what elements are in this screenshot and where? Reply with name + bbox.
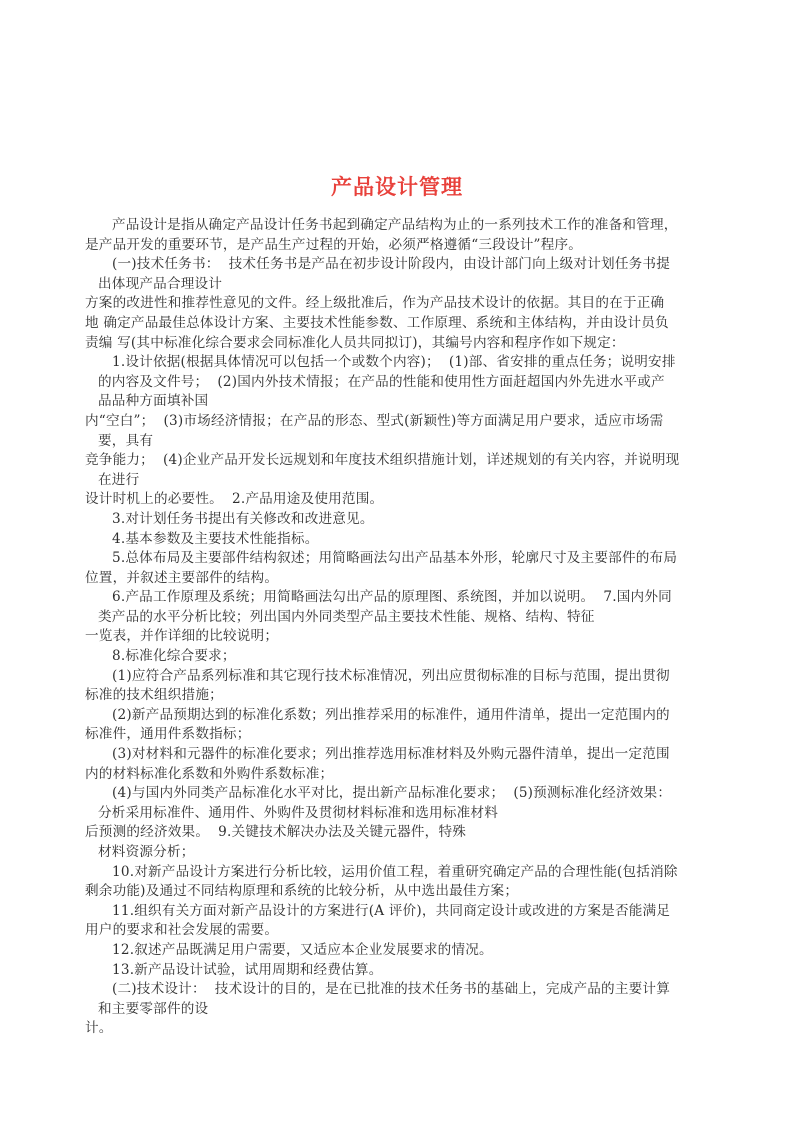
body-line: 品品种方面填补国 [98,393,209,410]
body-line: 11.组织有关方面对新产品设计的方案进行(A 评价)，共同商定设计或改进的方案是否能满足 [112,902,671,919]
body-line: 剩余功能)及通过不同结构原理和系统的比较分析，从中选出最佳方案； [85,883,519,900]
body-line: 3.对计划任务书提出有关修改和改进意见。 [112,510,374,527]
body-line: 地 确定产品最佳总体设计方案、主要技术性能参数、工作原理、系统和主体结构，并由设计员负 [85,314,669,331]
body-line: 竞争能力； (4)企业产品开发长远规划和年度技术组织措施计划，详述规划的有关内容，并说明现 [85,452,680,469]
body-line: (一)技术任务书： 技术任务书是产品在初步设计阶段内，由设计部门向上级对计划任务书提 [112,256,671,273]
document-body [85,216,713,1039]
body-line: (二)技术设计： 技术设计的目的，是在已批准的技术任务书的基础上，完成产品的主要计算 [112,981,671,998]
body-line: 标准的技术组织措施； [85,687,223,704]
body-line: 出体现产品合理设计 [98,275,223,292]
page-title: 产品设计管理 [331,175,463,200]
body-line: 计。 [85,1020,113,1037]
body-line: 产品设计是指从确定产品设计任务书起到确定产品结构为止的一系列技术工作的准备和管理， [112,217,678,233]
body-line: (1)应符合产品系列标准和其它现行技术标准情况，列出应贯彻标准的目标与范围，提出贯彻 [112,667,670,684]
body-line: 5.总体布局及主要部件结构叙述；用简略画法勾出产品基本外形，轮廓尺寸及主要部件的布局 [112,550,678,567]
body-line: 一览表，并作详细的比较说明； [85,628,279,645]
body-line: 6.产品工作原理及系统；用简略画法勾出产品的原理图、系统图，并加以说明。 7.国内外同 [112,589,672,606]
body-line: 标准件，通用件系数指标； [85,726,251,743]
body-line: 4.基本参数及主要技术性能指标。 [112,530,319,547]
body-line: (3)对材料和元器件的标准化要求；列出推荐选用标准材料及外购元器件清单，提出一定范围 [112,746,670,763]
body-line: 13.新产品设计试验，试用周期和经费估算。 [112,961,383,978]
body-line: 和主要零部件的设 [98,1000,209,1017]
body-line: 在进行 [98,471,140,488]
body-line: 方案的改进性和推荐性意见的文件。经上级批准后，作为产品技术设计的依据。其目的在于正确 [85,295,665,312]
body-line: (4)与国内外同类产品标准化水平对比，提出新产品标准化要求； (5)预测标准化经济效果： [112,785,672,802]
body-line: 内“空白”； (3)市场经济情报；在产品的形态、型式(新颖性)等方面满足用户要求，适应市场需 [85,412,664,429]
body-line: 是产品开发的重要环节，是产品生产过程的开始，必须严格遵循“三段设计”程序。 [85,236,583,253]
body-line: 责编 写(其中标准化综合要求会同标准化人员共同拟订)，其编号内容和程序作如下规定： [85,334,625,351]
body-line: 位置，并叙述主要部件的结构。 [85,569,279,586]
body-line: (2)新产品预期达到的标准化系数；列出推荐采用的标准件，通用件清单，提出一定范围内的 [112,706,670,723]
body-line: 设计时机上的必要性。 2.产品用途及使用范围。 [85,491,384,508]
body-line: 的内容及文件号； (2)国内外技术情报；在产品的性能和使用性方面赶超国内外先进水平或产 [98,373,665,390]
body-line: 材料资源分析； [98,844,195,860]
body-line: 分析采用标准件、通用件、外购件及贯彻材料标准和选用标准材料 [98,804,499,821]
body-line: 内的材料标准化系数和外购件系数标准； [85,765,334,782]
body-line: 要，具有 [98,432,154,449]
body-line: 1.设计依据(根据具体情况可以包括一个或数个内容)； (1)部、省安排的重点任务；说明安排 [112,354,676,371]
body-line: 12.叙述产品既满足用户需要，又适应本企业发展要求的情况。 [112,941,493,958]
body-line: 后预测的经济效果。 9.关键技术解决办法及关键元器件，特殊 [85,824,467,841]
body-line: 类产品的水平分析比较；列出国内外同类型产品主要技术性能、规格、结构、特征 [98,608,595,625]
body-line: 8.标准化综合要求； [112,648,236,665]
body-line: 用户的要求和社会发展的需要。 [85,922,279,939]
body-line: 10.对新产品设计方案进行分析比较，运用价值工程，着重研究确定产品的合理性能(包括消除 [112,863,678,880]
